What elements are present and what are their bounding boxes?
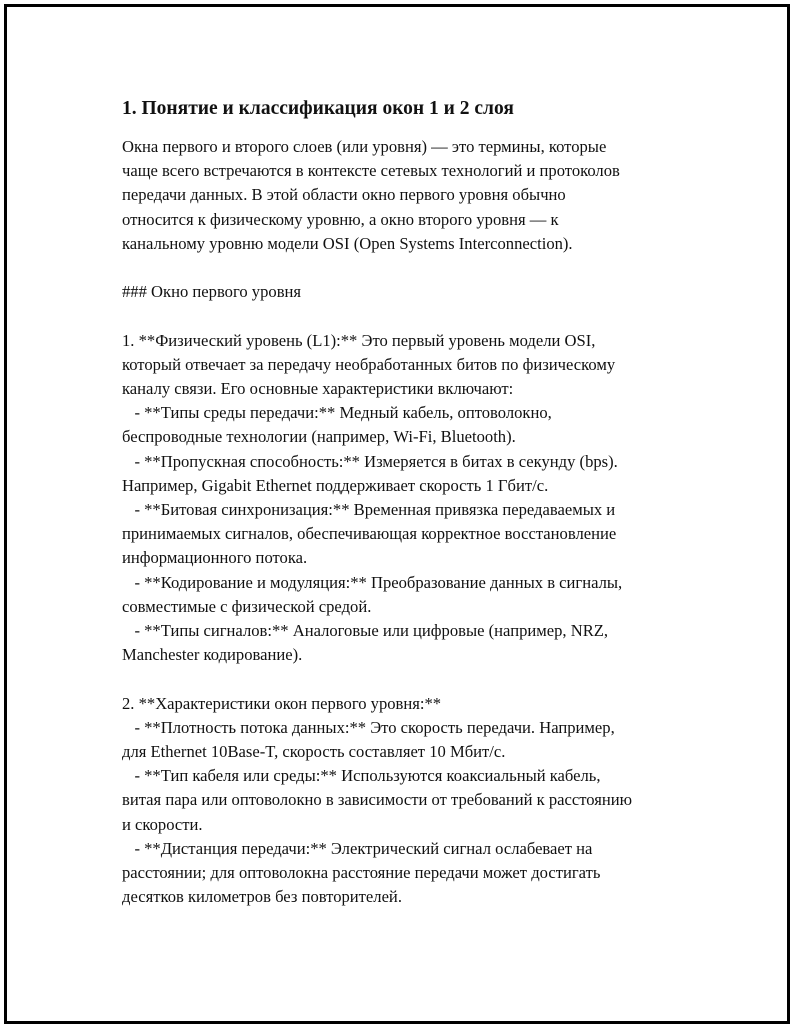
section-heading: ### Окно первого уровня (122, 282, 302, 302)
list-item-physical-layer: 1. **Физический уровень (L1):** Это первый уровень модели OSI, который отвечает за передачу необработанных битов по физическому каналу связи. Его основные характеристики включают: - **Типы среды передачи:** Медный кабель, оптоволокно, беспроводные технологии (например, Wi-Fi, Bluetooth). - **Пропускная способность:** Измеряется в битах в секунду (bps). Например, Gigabit Ethernet поддерживает скорость 1 Гбит/с. - **Битовая синхронизация:** Временная привязка передаваемых и принимаемых сигналов, обеспечивающая корректное восстановление информационного потока. - **Кодирование и модуляция:** Преобразование данных в сигналы, совместимые с физической средой. - **Типы сигналов:** Аналоговые или цифровые (например, NRZ, Manchester кодирование). (122, 330, 623, 665)
intro-paragraph: Окна первого и второго слоев (или уровня) — это термины, которые чаще всего встречаются в контексте сетевых технологий и протоколов передачи данных. В этой области окно первого уровня обычно относится к физическому уровню, а окно второго уровня — к канальному уровню модели OSI (Open Systems Interconnection). (122, 137, 620, 253)
list-item-window-characteristics: 2. **Характеристики окон первого уровня:** - **Плотность потока данных:** Это скорость передачи. Например, для Ethernet 10Base-T, скорость составляет 10 Мбит/с. - **Тип кабеля или среды:** Используются коаксиальный кабель, витая пара или оптоволокно в зависимости от требований к расстоянию и скорости. - **Дистанция передачи:** Электрический сигнал ослабевает на расстоянии; для оптоволокна расстояние передачи может достигать десятков километров без повторителей. (122, 693, 633, 907)
document-body (122, 95, 722, 909)
page-title: 1. Понятие и классификация окон 1 и 2 слоя (122, 98, 514, 119)
spacer (122, 667, 722, 691)
document-page (4, 4, 790, 1024)
spacer (122, 304, 722, 328)
spacer (122, 256, 722, 280)
